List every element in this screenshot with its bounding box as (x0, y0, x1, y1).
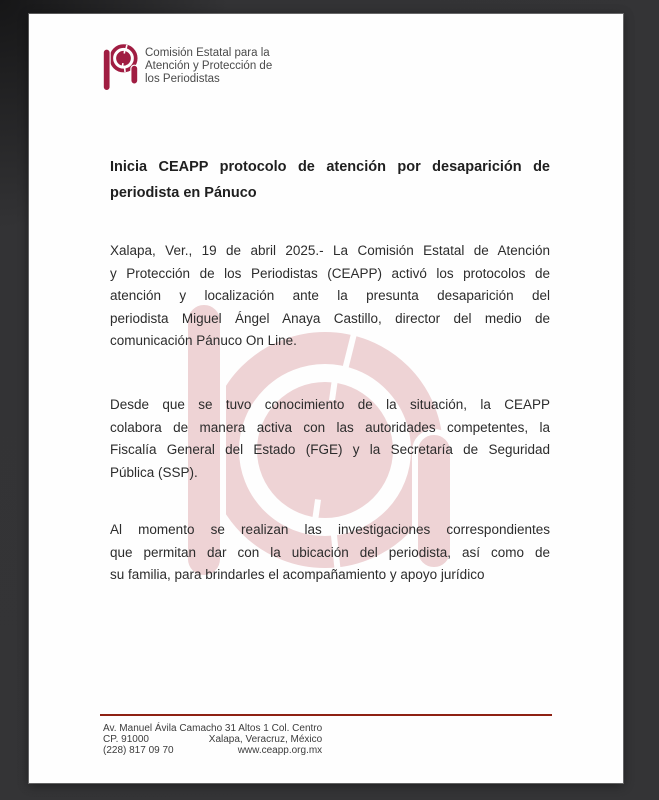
document-title (110, 154, 550, 206)
document-content (29, 14, 623, 783)
text-line: Inicia CEAPP protocolo de atención por desaparición de (110, 159, 550, 175)
footer-row-2 (103, 734, 322, 745)
footer-row-3 (103, 745, 322, 756)
paragraph-3 (110, 519, 550, 587)
footer-website: www.ceapp.org.mx (237, 745, 323, 756)
text-line: Comisión Estatal para la (145, 47, 270, 59)
text-line: Pública (SSP). (110, 464, 198, 480)
footer-address: Av. Manuel Ávila Camacho 31 Altos 1 Col. Centro (103, 723, 323, 734)
text-line: Al momento se realizan las investigaciones correspondientes (110, 522, 550, 537)
footer-rule (100, 714, 552, 716)
text-line: su familia, para brindarles el acompañamiento y apoyo jurídico (110, 567, 485, 582)
text-line: periodista Miguel Ángel Anaya Castillo, director del medio de (110, 310, 550, 326)
paragraph-1 (110, 240, 550, 353)
footer-postal-code: CP. 91000 (103, 734, 149, 745)
ceapp-letterhead (103, 44, 272, 91)
text-line: los Periodistas (145, 73, 220, 85)
text-line: atención y localización ante la presunta desaparición del (110, 288, 550, 303)
text-line: Xalapa, Ver., 19 de abril 2025.- La Comisión Estatal de Atención (110, 243, 550, 258)
paragraph-2 (110, 394, 550, 484)
text-line: colabora de manera activa con las autoridades competentes, la (110, 419, 550, 435)
text-line: periodista en Pánuco (110, 185, 257, 201)
footer-phone: (228) 817 09 70 (103, 745, 174, 756)
text-line: Desde que se tuvo conocimiento de la situación, la CEAPP (110, 397, 550, 412)
document-page (29, 14, 623, 783)
ceapp-logo-mark-icon (103, 44, 138, 91)
org-name (145, 47, 272, 91)
text-line: y Protección de los Periodistas (CEAPP) activó los protocolos de (110, 265, 550, 281)
text-line: Fiscalía General del Estado (FGE) y la Secretaría de Seguridad (110, 442, 550, 457)
footer-city: Xalapa, Veracruz, México (208, 734, 323, 745)
footer-block (103, 723, 322, 756)
text-line: que permitan dar con la ubicación del periodista, así como de (110, 544, 550, 560)
text-line: Atención y Protección de (145, 60, 273, 72)
text-line: comunicación Pánuco On Line. (110, 333, 297, 348)
